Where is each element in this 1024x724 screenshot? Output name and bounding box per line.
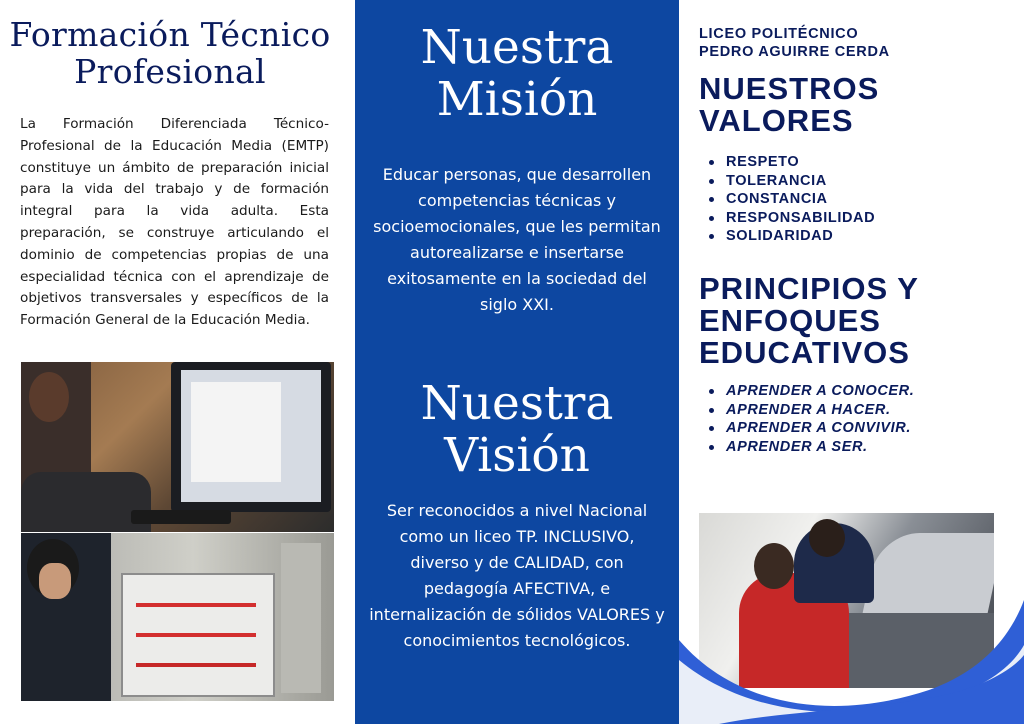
value-item: RESPETO <box>707 153 1007 172</box>
vision-text: Ser reconocidos a nivel Nacional como un liceo TP. INCLUSIVO, diverso y de CALIDAD, con pedagogía AFECTIVA, e internalización de sólidos VALORES y conocimientos tecnológicos. <box>369 501 665 650</box>
vision-title: Nuestra Visión <box>420 376 614 483</box>
left-panel-body-text: La Formación Diferenciada Técnico-Profesional de la Educación Media (EMTP) constituye un ámbito de preparación inicial para la vida del trabajo y de formación integral para la vida adulta. Esta preparación, se construye articulando el dominio de competencias propias de una especialidad técnica con el aprendizaje de objetivos transversales y específicos de la Formación General de la Educación Media. <box>20 116 329 329</box>
principles-list <box>707 382 1007 456</box>
value-item: CONSTANCIA <box>707 190 1007 209</box>
value-item: SOLIDARIDAD <box>707 227 1007 246</box>
value-item: RESPONSABILIDAD <box>707 209 1007 228</box>
mission-text: Educar personas, que desarrollen competencias técnicas y socioemocionales, que les permitan autorealizarse e insertarse exitosamente en la sociedad del siglo XXI. <box>373 165 661 314</box>
middle-panel <box>355 0 679 724</box>
photo-electrical-workshop <box>21 533 334 701</box>
decorative-wave <box>679 560 1024 724</box>
values-list <box>707 153 1007 246</box>
values-heading: NUESTROS VALORES <box>699 71 880 138</box>
principle-item: APRENDER A CONVIVIR. <box>707 419 1007 438</box>
mission-title: Nuestra Misión <box>420 20 614 127</box>
left-panel-title: Formación Técnico Profesional <box>9 15 331 91</box>
value-item: TOLERANCIA <box>707 172 1007 191</box>
right-panel <box>679 0 1024 724</box>
principles-heading: PRINCIPIOS Y ENFOQUES EDUCATIVOS <box>699 271 919 370</box>
photo-student-at-computer <box>21 362 334 532</box>
principle-item: APRENDER A HACER. <box>707 401 1007 420</box>
school-name: LICEO POLITÉCNICO PEDRO AGUIRRE CERDA <box>699 26 890 60</box>
principle-item: APRENDER A CONOCER. <box>707 382 1007 401</box>
left-panel <box>0 0 355 724</box>
principle-item: APRENDER A SER. <box>707 438 1007 457</box>
